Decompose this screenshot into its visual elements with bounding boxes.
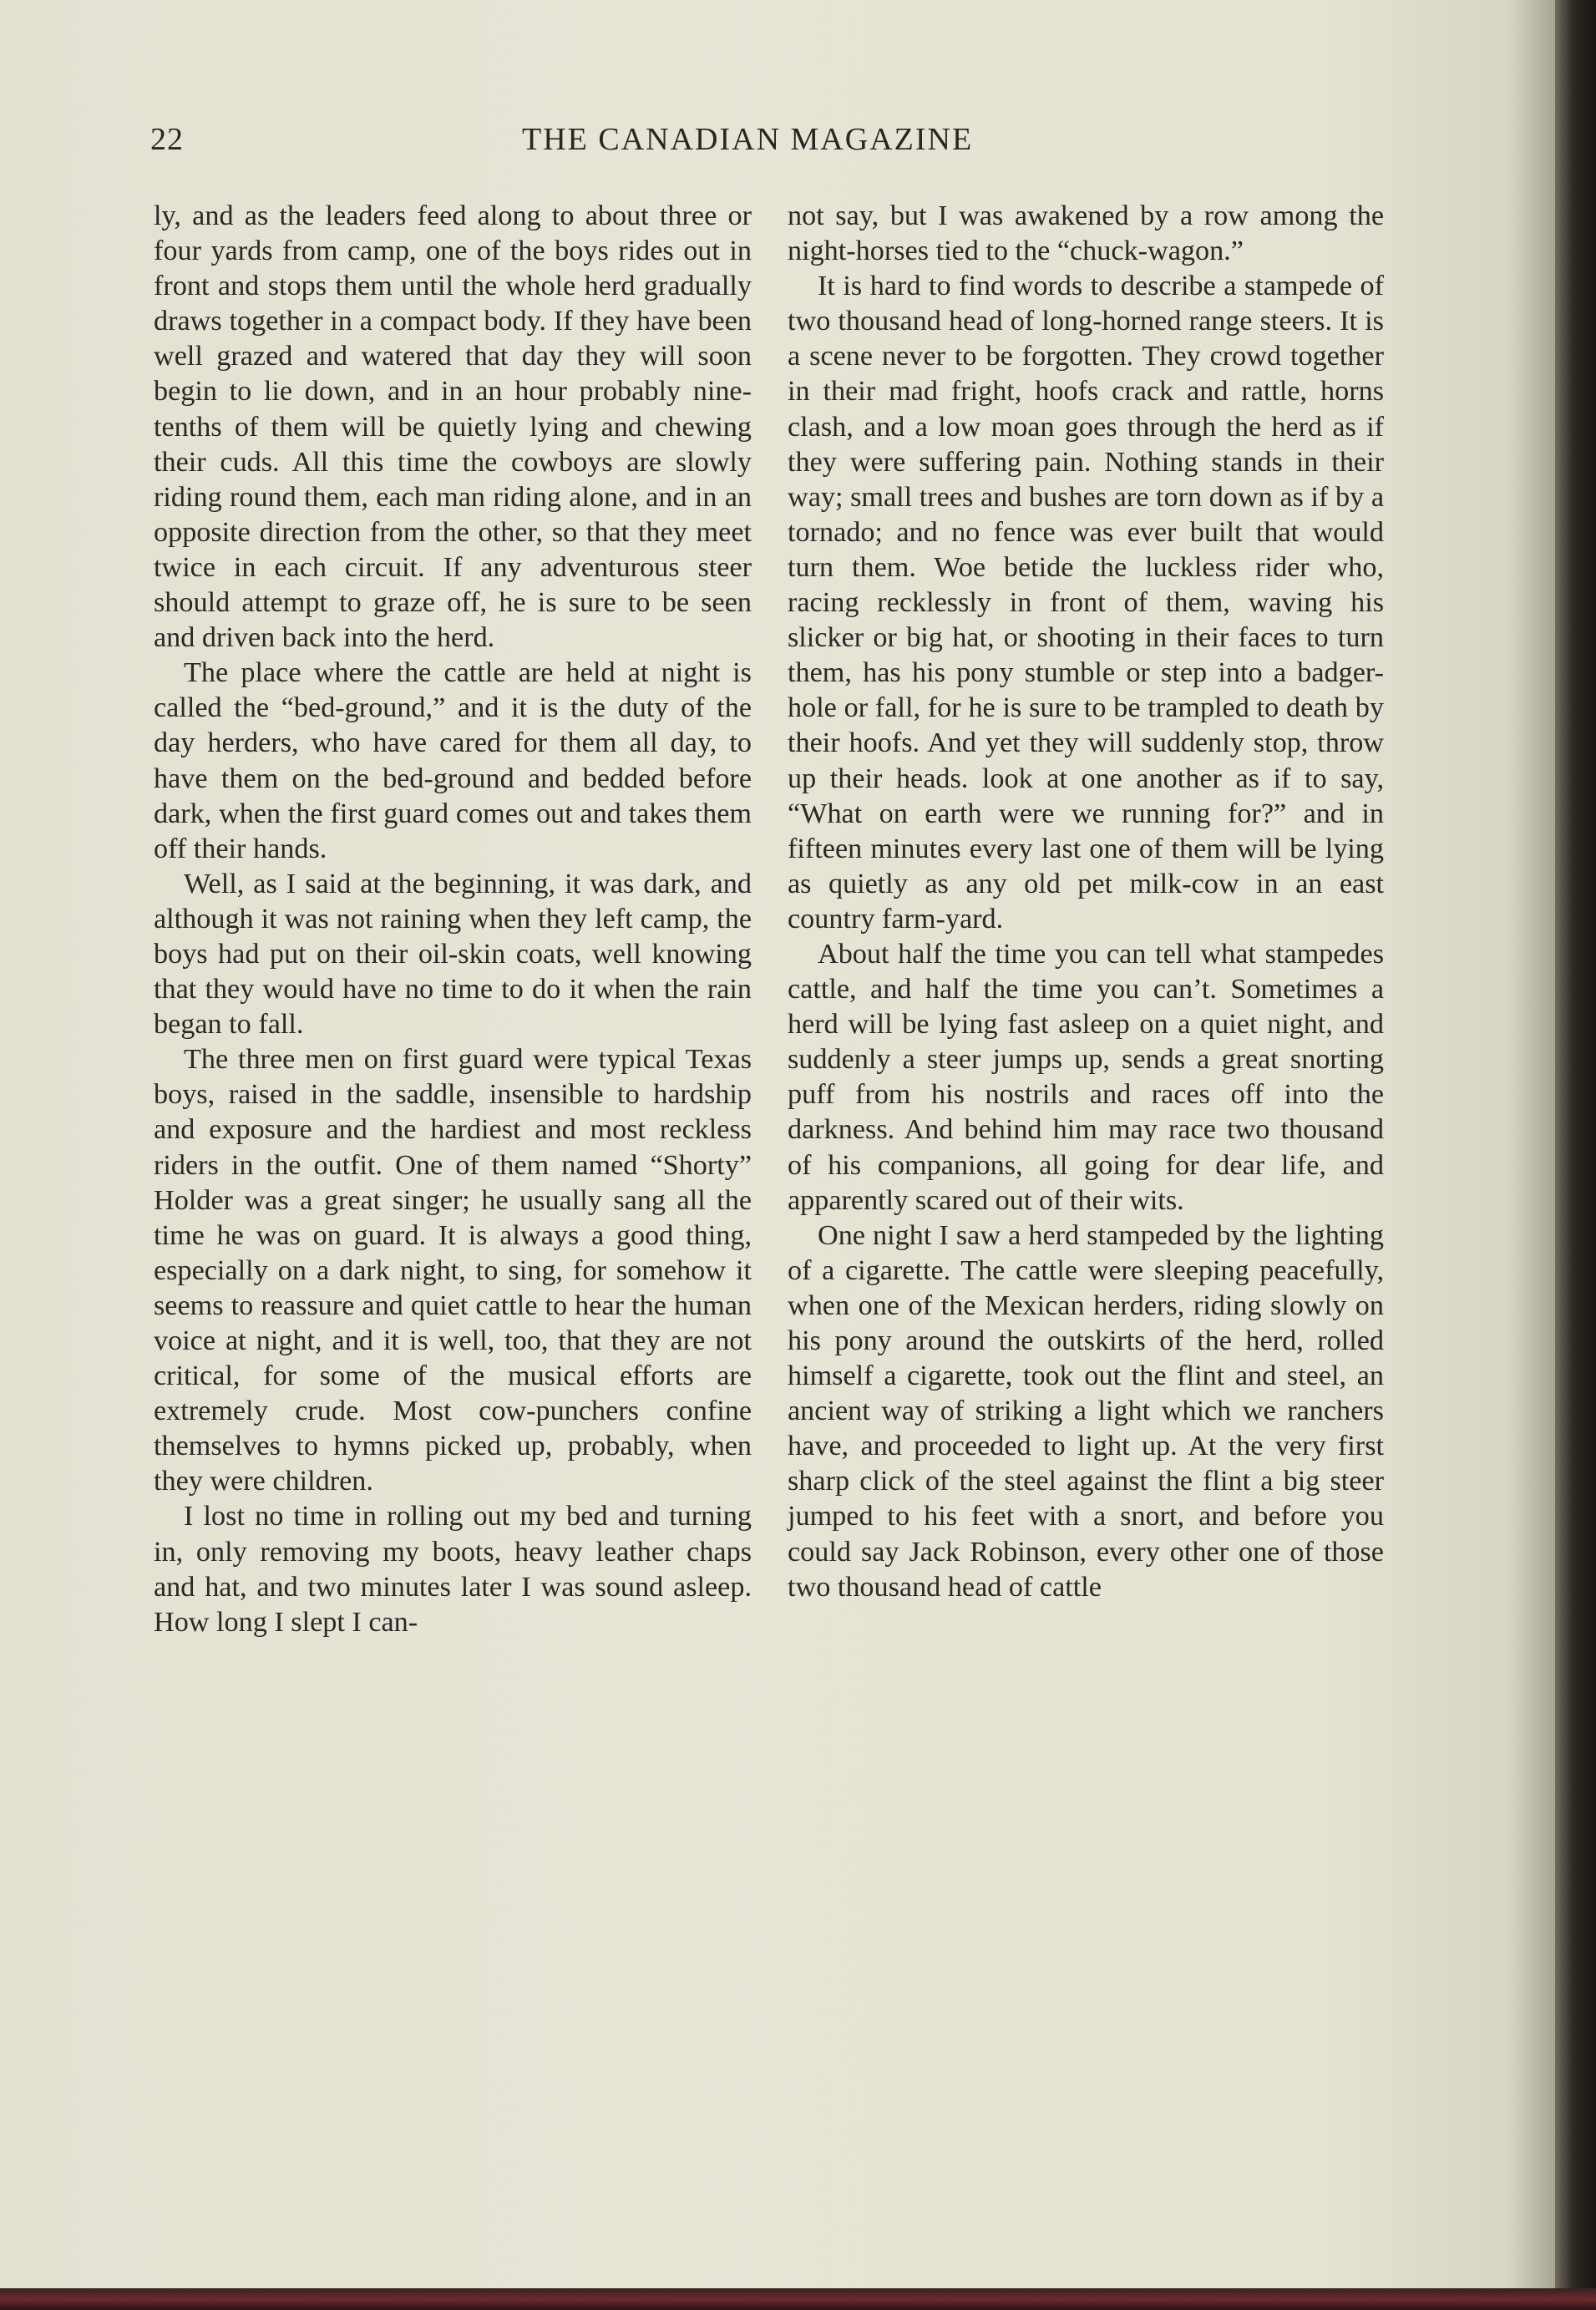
right-paragraph-4: One night I saw a herd stampeded by the lighting of a cigarette. The cattle were sleeping peacefully, when one of the Mexican herders, riding slowly on his pony around the outskirts of the herd, rolled himself a cigarette, took out the flint and steel, an ancient way of striking a light which we ranchers have, and proceeded to light up. At the very first sharp click of the steel against the flint a big steer jumped to his feet with a snort, and before you could say Jack Robinson, every other one of those two thousand head of cattle [788,1219,1384,1603]
right-paragraph-1: not say, but I was awakened by a row among the night-horses tied to the “chuck-wagon.” [788,200,1384,267]
book-spine-shadow [1555,0,1596,2310]
right-column [788,199,1384,1605]
right-paragraph-3: About half the time you can tell what stampedes cattle, and half the time you can’t. Sometimes a herd will be lying fast asleep on a quiet night, and suddenly a steer jumps up, sends a great snorting puff from his nostrils and races off into the darkness. And behind him may race two thousand of his companions, all going for dear life, and apparently scared out of their wits. [788,938,1384,1216]
left-paragraph-5: I lost no time in rolling out my bed and turning in, only removing my boots, heavy leather chaps and hat, and two minutes later I was sound asleep. How long I slept I can- [154,1501,752,1638]
page-number: 22 [150,122,184,157]
right-paragraph-2: It is hard to find words to describe a stampede of two thousand head of long-horned range steers. It is a scene never to be forgotten. They crowd together in their mad fright, hoofs crack and rattle, horns clash, and a low moan goes through the herd as if they were suffering pain. Nothing stands in their way; small trees and bushes are torn down as if by a tornado; and no fence was ever built that would turn them. Woe betide the luckless rider who, racing recklessly in front of them, waving his slicker or big hat, or shooting in their faces to turn them, has his pony stumble or step into a badger-hole or fall, for he is sure to be trampled to death by their hoofs. And yet they will suddenly stop, throw up their heads. look at one another as if to say, “What on earth were we running for?” and in fifteen minutes every last one of them will be lying as quietly as any old pet milk-cow in an east country farm-yard. [788,271,1384,935]
magazine-title: THE CANADIAN MAGAZINE [522,122,974,157]
left-column [154,199,752,1640]
book-cover-edge [0,2288,1596,2310]
left-paragraph-4: The three men on first guard were typical Texas boys, raised in the saddle, insensible to hardship and exposure and the hardiest and most reckless riders in the outfit. One of them named “Shorty” Holder was a great singer; he usually sang all the time he was on guard. It is always a good thing, especially on a dark night, to sing, for somehow it seems to reassure and quiet cattle to hear the human voice at night, and it is well, too, that they are not critical, for some of the musical efforts are extremely crude. Most cow-punchers confine themselves to hymns picked up, probably, when they were children. [154,1044,752,1497]
page-header [150,121,1403,163]
left-paragraph-2: The place where the cattle are held at night is called the “bed-ground,” and it is the duty of the day herders, who have cared for them all day, to have them on the bed-ground and bedded before dark, when the first guard comes out and takes them off their hands. [154,657,752,864]
left-paragraph-1: ly, and as the leaders feed along to about three or four yards from camp, one of the boys rides out in front and stops them until the whole herd gradually draws together in a compact body. If they have been well grazed and watered that day they will soon begin to lie down, and in an hour probably nine-tenths of them will be quietly lying and chewing their cuds. All this time the cowboys are slowly riding round them, each man riding alone, and in an opposite direction from the other, so that they meet twice in each circuit. If any adventurous steer should attempt to graze off, he is sure to be seen and driven back into the herd. [154,200,752,654]
left-paragraph-3: Well, as I said at the beginning, it was dark, and although it was not raining when they left camp, the boys had put on their oil-skin coats, well knowing that they would have no time to do it when the rain began to fall. [154,868,752,1041]
